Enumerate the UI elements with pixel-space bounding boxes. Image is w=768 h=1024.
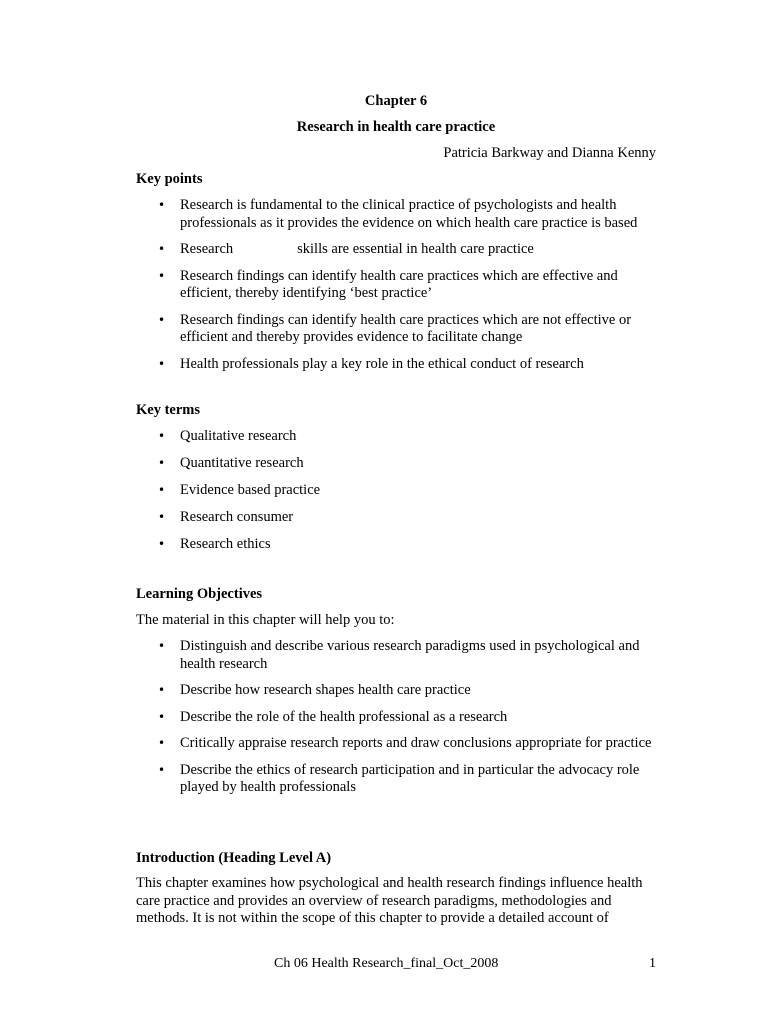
list-item: • Research findings can identify health care practices which are not effective or efficient and thereby provides evidence to facilitate change bbox=[136, 312, 656, 347]
list-item: • Research is fundamental to the clinical practice of psychologists and health professionals as it provides the evidence on which health care practice is based bbox=[136, 197, 656, 232]
chapter-title: Research in health care practice bbox=[296, 119, 496, 135]
list-item: • Research ethics bbox=[136, 536, 656, 554]
learning-objectives-list bbox=[136, 638, 656, 797]
list-item: • Critically appraise research reports and draw conclusions appropriate for practice bbox=[136, 735, 656, 753]
list-item: • Evidence based practice bbox=[136, 482, 656, 500]
list-item: • Qualitative research bbox=[136, 428, 656, 446]
learning-objectives-heading: Learning Objectives bbox=[136, 586, 263, 602]
chapter-authors: Patricia Barkway and Dianna Kenny bbox=[443, 145, 656, 161]
footer-text: Ch 06 Health Research_final_Oct_2008 bbox=[274, 956, 499, 971]
list-item: • Describe the ethics of research participation and in particular the advocacy role played by health professionals bbox=[136, 762, 656, 797]
list-item: • Describe the role of the health professional as a research bbox=[136, 709, 656, 727]
list-item: • Health professionals play a key role in the ethical conduct of research bbox=[136, 356, 656, 374]
page-number: 1 bbox=[649, 956, 656, 971]
introduction-paragraph: This chapter examines how psychological and health research findings influence health care practice and provides an overview of research paradigms, methodologies and methods. It is not within the scope of this chapter to provide a detailed account of bbox=[136, 875, 643, 926]
chapter-number: Chapter 6 bbox=[364, 93, 428, 109]
learning-objectives-intro: The material in this chapter will help you to: bbox=[136, 612, 395, 628]
key-points-heading: Key points bbox=[136, 171, 203, 187]
list-item: • Research skills are essential in health care practice bbox=[136, 241, 656, 259]
introduction-heading: Introduction (Heading Level A) bbox=[136, 850, 332, 866]
list-item: • Distinguish and describe various research paradigms used in psychological and health research bbox=[136, 638, 656, 673]
list-item: • Describe how research shapes health care practice bbox=[136, 682, 656, 700]
key-points-list bbox=[136, 197, 656, 373]
list-item: • Quantitative research bbox=[136, 455, 656, 473]
key-terms-list bbox=[136, 428, 656, 554]
key-terms-heading: Key terms bbox=[136, 402, 201, 418]
list-item: • Research consumer bbox=[136, 509, 656, 527]
list-item: • Research findings can identify health care practices which are effective and efficient, thereby identifying ‘best practice’ bbox=[136, 268, 656, 303]
